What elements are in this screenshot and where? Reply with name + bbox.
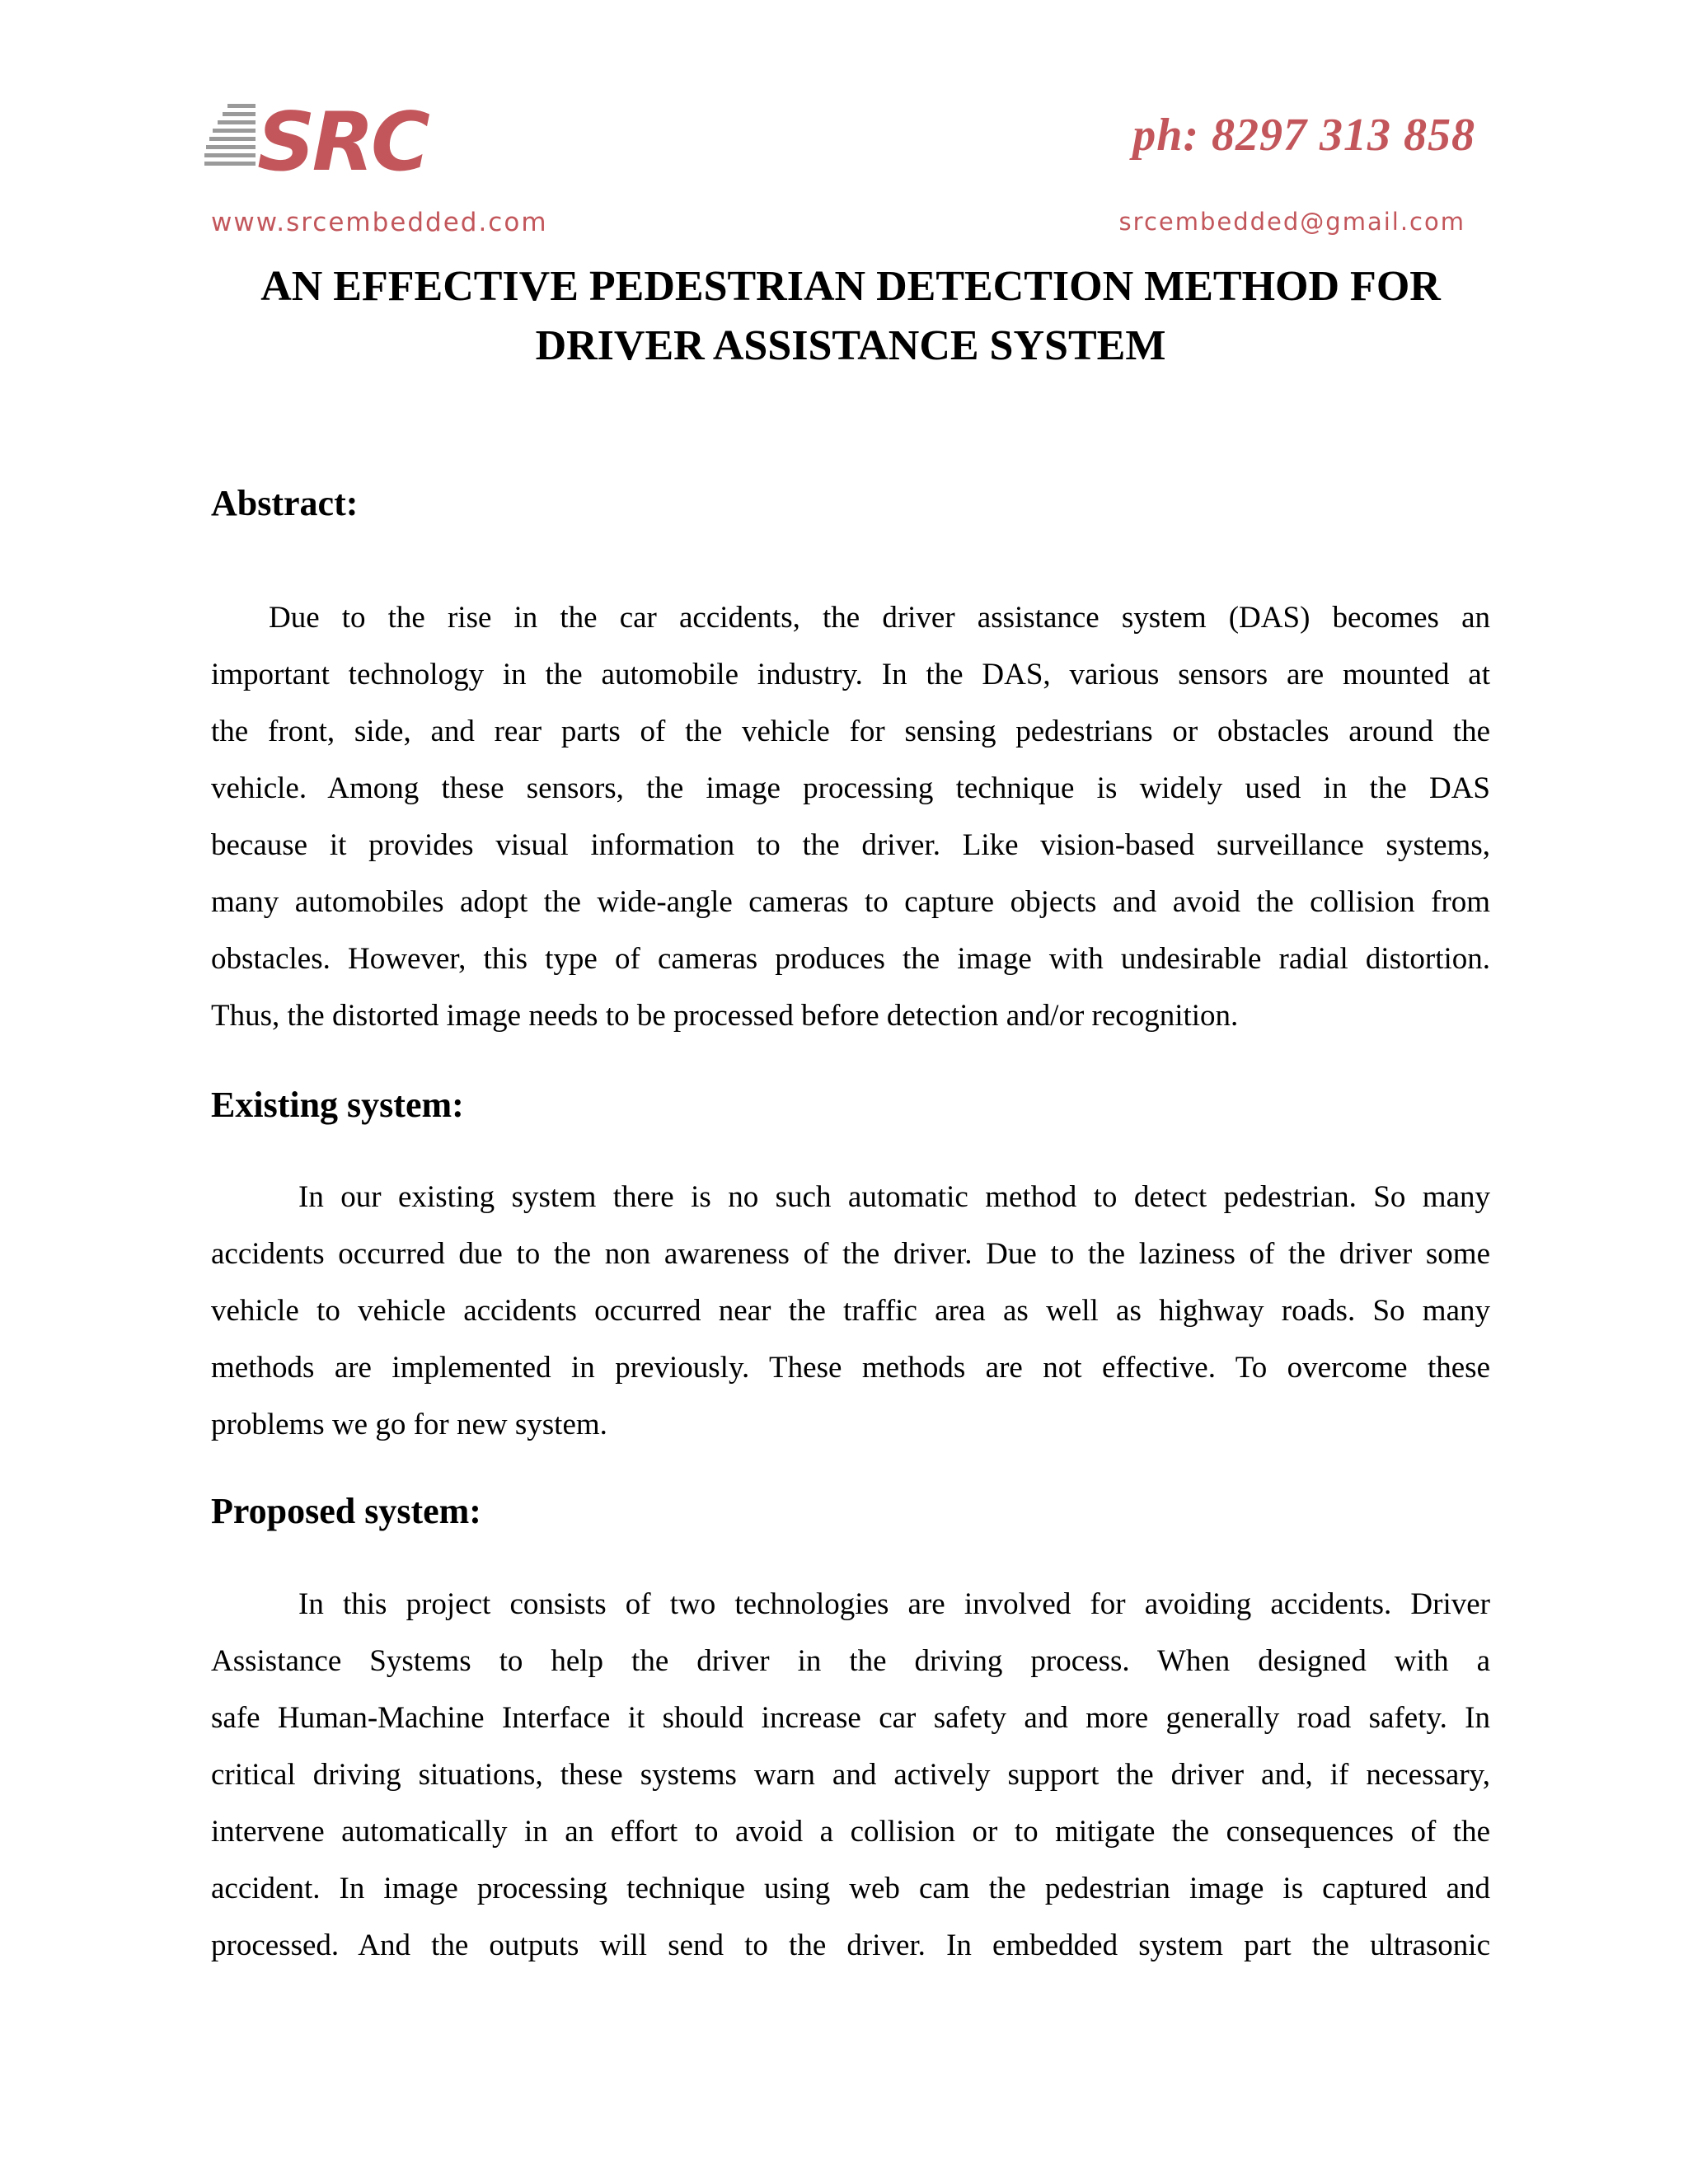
proposed-system-heading: Proposed system: (211, 1491, 481, 1531)
existing-line: methods are implemented in previously. These methods are not effective. To overcome these (211, 1351, 1490, 1385)
abstract-line: important technology in the automobile industry. In the DAS, various sensors are mounted at (211, 658, 1490, 691)
website-link[interactable]: www.srcembedded.com (211, 208, 548, 237)
src-logo (204, 97, 468, 180)
abstract-line: vehicle. Among these sensors, the image processing technique is widely used in the DAS (211, 771, 1490, 805)
existing-line: vehicle to vehicle accidents occurred near the traffic area as well as highway roads. So many (211, 1294, 1490, 1328)
existing-system-paragraph (211, 1169, 1490, 1453)
proposed-line: intervene automatically in an effort to avoid a collision or to mitigate the consequences of the (211, 1815, 1490, 1849)
abstract-line: many automobiles adopt the wide-angle cameras to capture objects and avoid the collision from (211, 885, 1490, 919)
title-line-1: AN EFFECTIVE PEDESTRIAN DETECTION METHOD FOR (260, 263, 1441, 310)
abstract-heading: Abstract: (211, 483, 359, 523)
proposed-line: Assistance Systems to help the driver in the driving process. When designed with a (211, 1644, 1490, 1678)
proposed-line: In this project consists of two technologies are involved for avoiding accidents. Driver (298, 1587, 1490, 1621)
abstract-line: obstacles. However, this type of cameras produces the image with undesirable radial distortion. (211, 942, 1490, 976)
proposed-line: accident. In image processing technique using web cam the pedestrian image is captured and (211, 1872, 1490, 1905)
abstract-line: Due to the rise in the car accidents, the driver assistance system (DAS) becomes an (269, 601, 1490, 635)
src-logo-text: SRC (257, 97, 427, 180)
abstract-line: because it provides visual information to the driver. Like vision-based surveillance systems, (211, 828, 1490, 862)
proposed-line: safe Human-Machine Interface it should increase car safety and more generally road safety. In (211, 1701, 1490, 1735)
src-logo-graphic (204, 97, 468, 180)
proposed-line: processed. And the outputs will send to the driver. In embedded system part the ultrasonic (211, 1929, 1490, 1962)
phone-number: ph: 8297 313 858 (1132, 110, 1475, 161)
document-title (211, 257, 1490, 376)
existing-system-heading: Existing system: (211, 1085, 464, 1125)
email-link[interactable]: srcembedded@gmail.com (1118, 208, 1465, 236)
title-line-2: DRIVER ASSISTANCE SYSTEM (535, 322, 1166, 369)
existing-line: problems we go for new system. (211, 1408, 607, 1441)
existing-line: In our existing system there is no such automatic method to detect pedestrian. So many (298, 1180, 1490, 1214)
proposed-line: critical driving situations, these systems warn and actively support the driver and, if necessary, (211, 1758, 1490, 1792)
proposed-system-paragraph (211, 1576, 1490, 1974)
abstract-line: the front, side, and rear parts of the vehicle for sensing pedestrians or obstacles around the (211, 715, 1490, 748)
abstract-paragraph (211, 589, 1490, 1044)
abstract-line: Thus, the distorted image needs to be processed before detection and/or recognition. (211, 999, 1239, 1033)
existing-line: accidents occurred due to the non awareness of the driver. Due to the laziness of the driver some (211, 1237, 1490, 1271)
